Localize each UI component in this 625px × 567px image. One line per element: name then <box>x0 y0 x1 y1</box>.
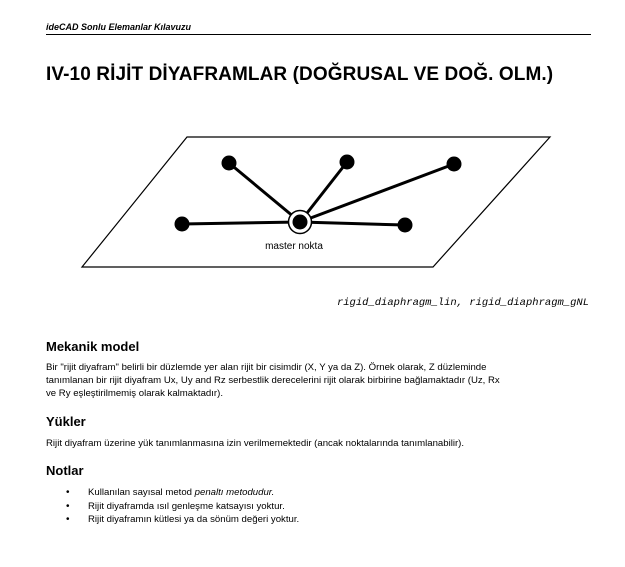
yukler-paragraph: Rijit diyafram üzerine yük tanımlanmasına izin verilmemektedir (ancak noktalarında tanımlanabilir). <box>46 438 465 449</box>
link-left <box>182 222 300 224</box>
list-item <box>46 513 299 527</box>
function-names: rigid_diaphragm_lin, rigid_diaphragm_gNL <box>336 297 589 309</box>
slave-node <box>340 155 355 170</box>
slave-nodes <box>175 155 462 233</box>
master-node-label: master nokta <box>265 241 323 252</box>
slave-node <box>398 218 413 233</box>
note-text: Rijit diyaframın kütlesi ya da sönüm değeri yoktur. <box>88 514 300 525</box>
slave-node <box>447 157 462 172</box>
link-right <box>300 222 405 225</box>
list-item <box>46 500 299 514</box>
mekanik-line: tanımlanan bir rijit diyafram Ux, Uy and Rz serbestlik derecelerini rijit olarak birbirine bağlamaktadır (Uz, Rx <box>46 375 500 386</box>
mekanik-line: Bir "rijit diyafram" belirli bir düzlemde yer alan rijit bir cisimdir (X, Y ya da Z). Örnek olarak, Z düzleminde <box>46 362 487 373</box>
section-heading-mekanik: Mekanik model <box>46 339 140 354</box>
note-text: Rijit diyaframda ısıl genleşme katsayısı yoktur. <box>88 500 285 512</box>
link-top-left <box>229 163 300 222</box>
note-text-italic: penaltı metodudur. <box>194 487 275 498</box>
mekanik-paragraph <box>46 361 594 400</box>
slave-node <box>175 217 190 232</box>
mekanik-line: ve Ry eşleştirilmemiş olarak kalmaktadır). <box>46 388 223 399</box>
section-heading-notlar: Notlar <box>46 463 84 478</box>
rigid-links <box>182 162 454 225</box>
running-header: ideCAD Sonlu Elemanlar Kılavuzu <box>46 22 192 32</box>
section-heading-yukler: Yükler <box>46 414 86 429</box>
notes-list <box>46 486 299 527</box>
list-item <box>46 486 299 500</box>
note-text: Kullanılan sayısal metod <box>88 487 195 498</box>
slave-node <box>222 156 237 171</box>
page-title: IV-10 RİJİT DİYAFRAMLAR (DOĞRUSAL VE DOĞ. OLM.) <box>46 64 554 85</box>
master-node <box>289 211 312 234</box>
